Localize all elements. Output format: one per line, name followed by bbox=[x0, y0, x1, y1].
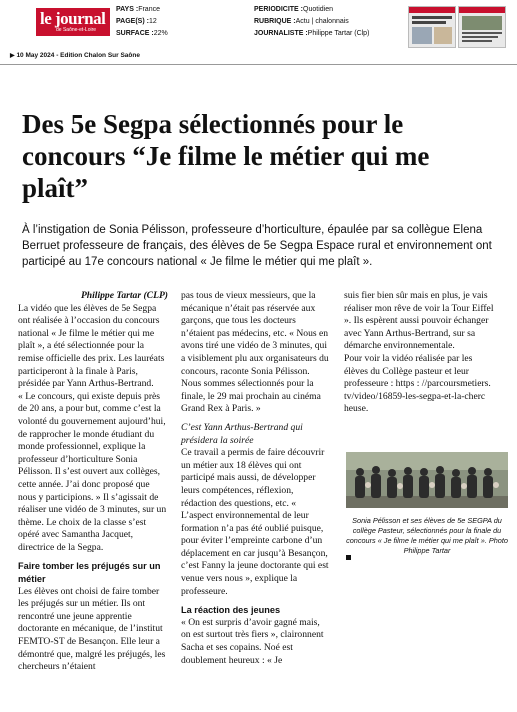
arrow-right-icon: ▶ bbox=[10, 53, 15, 59]
pays-label: PAYS : bbox=[116, 6, 139, 13]
page-thumbnail-1 bbox=[408, 6, 456, 48]
journaliste-value: Philippe Tartar (Clp) bbox=[307, 30, 370, 37]
pages-label: PAGE(S) : bbox=[116, 18, 149, 25]
column-3 bbox=[344, 290, 496, 416]
page-thumbnail-2 bbox=[458, 6, 506, 48]
column-2 bbox=[181, 290, 329, 667]
rubrique-value: Actu | chalonnais bbox=[295, 18, 349, 25]
article-lead: À l’instigation de Sonia Pélisson, professeure d’horticulture, épaulée par sa collègue Elena Berruet professeure de français, des élèves de 5e Segpa Espace rural et environnement ont participé au 17e concours national « Je filme le métier qui me plaît ». bbox=[22, 224, 492, 268]
surface-label: SURFACE : bbox=[116, 30, 154, 37]
subheading: C’est Yann Arthus-Bertrand qui présidera la soirée bbox=[181, 421, 303, 446]
meta-right bbox=[254, 4, 369, 40]
periodicite-value: Quotidien bbox=[303, 6, 333, 13]
subheading: La réaction des jeunes bbox=[181, 605, 281, 616]
pays-value: France bbox=[138, 6, 160, 13]
paragraph: La vidéo que les élèves de 5e Segpa ont réalisée à l’occasion du concours national « Je filme le métier qui me plaît », a été sélectionnée pour la remise officielle des prix. Les lauréats participeront à la finale à Paris, présidée par Yann Arthus-Bertrand. bbox=[18, 302, 165, 390]
header-divider bbox=[0, 64, 517, 65]
paragraph: Pour voir la vidéo réalisée par les élèves du Collège pasteur et leur professeure : https : //parcoursmetiers. tv/video/16859-les-segpa-et-la-cherc heuse. bbox=[344, 352, 491, 415]
periodicite-label: PERIODICITE : bbox=[254, 6, 304, 13]
paragraph: suis fier bien sûr mais en plus, je vais réaliser mon rêve de voir la Tour Eiffel ». Ils espèrent aussi pouvoir échanger avec Yann Arthus-Bertrand, sur sa démarche environnementale. bbox=[344, 290, 494, 352]
rubrique-label: RUBRIQUE : bbox=[254, 18, 296, 25]
paragraph: « On est surpris d’avoir gagné mais, on est surtout très fiers », claironnent Sacha et ses copains. Noé est doublement heureux : « Je bbox=[181, 616, 324, 666]
paragraph: pas tous de vieux messieurs, que la mécanique n’était pas réservée aux garçons, que tous les docteurs n’étaient pas médecins, etc. « Nous en avons tiré une vidéo de 3 minutes, qui a visiblement plu aux organisateurs du concours, raconte Sonia Pélisson. Nous sommes sélectionnés pour la finale, le 29 mai prochain au cinéma Grand Rex à Paris. » bbox=[181, 290, 329, 415]
pages-value: 12 bbox=[148, 18, 157, 25]
journaliste-label: JOURNALISTE : bbox=[254, 30, 308, 37]
paragraph: Les élèves ont choisi de faire tomber les préjugés sur un métier. Ils ont rencontré une jeune apprentie doctorante en mécanique, de l’institut FEMTO-ST de Besançon. Elle leur a démontré que, malgré les préjugés, les chercheurs n’étaient bbox=[18, 585, 166, 673]
end-of-article-square-icon bbox=[346, 555, 351, 560]
newspaper-logo bbox=[36, 8, 110, 36]
logo-text: le journal bbox=[40, 9, 106, 28]
dateline-text: 10 May 2024 - Edition Chalon Sur Saône bbox=[16, 52, 140, 59]
dateline bbox=[10, 52, 140, 59]
meta-left bbox=[116, 4, 168, 40]
paragraph: « Le concours, qui existe depuis près de 20 ans, a pour but, comme c’est la volonté du gouvernement aujourd’hui, de rapprocher le monde étudiant du monde professionnel, explique la professeur d’horticulture Sonia Pélisson. Il s’est ouvert aux collèges, cette année. J’ai donc proposé que nous y participions. » Il s’agissait de réaliser une vidéo de 3 minutes, sur un thème. Le choix de la classe s’est opéré avec Samantha Jacquet, directrice de la Segpa. bbox=[18, 390, 167, 553]
article-photo bbox=[346, 452, 508, 508]
column-1 bbox=[18, 290, 168, 674]
surface-value: 22% bbox=[153, 30, 168, 37]
article-title: Des 5e Segpa sélectionnés pour le concours “Je filme le métier qui me plaît” bbox=[22, 109, 430, 203]
paragraph: Ce travail a permis de faire découvrir un métier aux 18 élèves qui ont participé mais aussi, de développer leurs compétences, réflexion, rédaction des questions, etc. « L’aspect environnemental de leur formation n’a pas été oublié puisque, pour éviter l’empreinte carbone d’un déplacement en car jusqu’à Besançon, c’est Fanny la jeune doctorante qui est venue vers nous », explique la professeure. bbox=[181, 447, 329, 597]
group-photo-image bbox=[346, 452, 508, 508]
byline: Philippe Tartar (CLP) bbox=[80, 290, 168, 301]
photo-caption: Sonia Pélisson et ses élèves de 5e SEGPA du collège Pasteur, sélectionnés pour la finale du concours « Je filme le métier qui me plaît ». Photo Philippe Tartar bbox=[346, 516, 508, 555]
logo-subtitle: de Saône-et-Loire bbox=[56, 27, 97, 33]
subheading: Faire tomber les préjugés sur un métier bbox=[18, 561, 161, 585]
